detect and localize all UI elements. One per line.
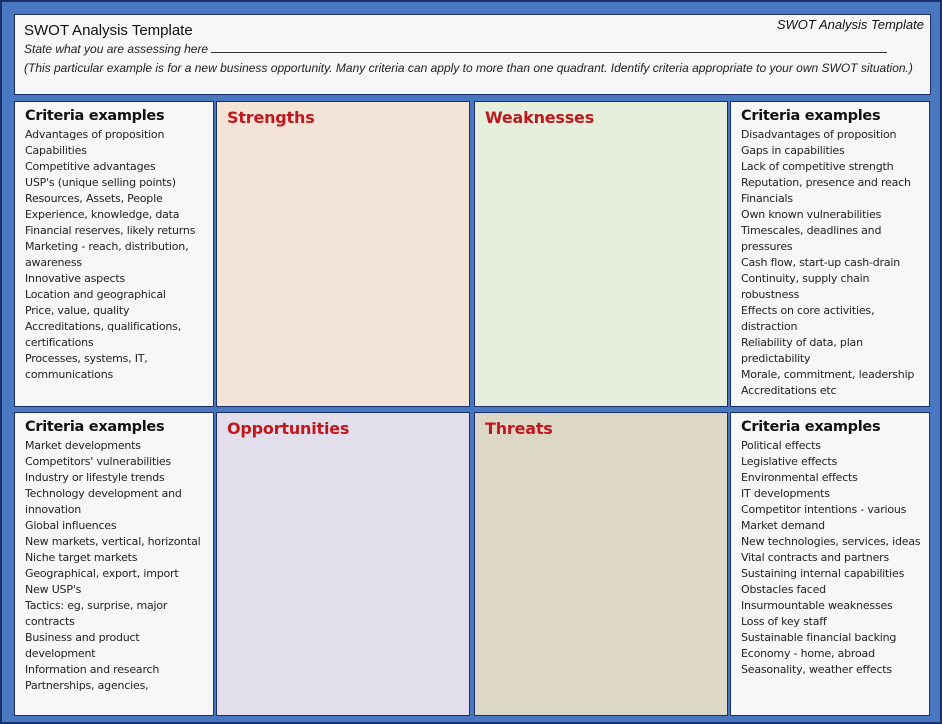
criteria-item: Sustaining internal capabilities — [741, 567, 905, 580]
criteria-item: Insurmountable weaknesses — [741, 599, 893, 612]
criteria-item: development — [25, 647, 96, 660]
criteria-heading: Criteria examples — [741, 108, 881, 124]
criteria-item: Advantages of proposition — [25, 128, 165, 141]
criteria-item: Competitor intentions - various — [741, 503, 907, 516]
criteria-item: Processes, systems, IT, — [25, 352, 148, 365]
criteria-item: Vital contracts and partners — [741, 551, 890, 564]
criteria-item: Environmental effects — [741, 471, 858, 484]
criteria-item: Reputation, presence and reach — [741, 176, 911, 189]
criteria-weaknesses-panel — [730, 101, 930, 407]
criteria-item: Sustainable financial backing — [741, 631, 897, 644]
criteria-list — [741, 438, 929, 678]
criteria-item: Innovative aspects — [25, 272, 126, 285]
criteria-item: Capabilities — [25, 144, 87, 157]
criteria-item: New USP's — [25, 583, 82, 596]
page-title: SWOT Analysis Template — [24, 22, 193, 39]
criteria-item: Own known vulnerabilities — [741, 208, 882, 221]
criteria-item: certifications — [25, 336, 94, 349]
criteria-item: Cash flow, start-up cash-drain — [741, 256, 901, 269]
criteria-item: Obstacles faced — [741, 583, 826, 596]
criteria-item: communications — [25, 368, 113, 381]
criteria-item: Accreditations etc — [741, 384, 837, 397]
criteria-item: pressures — [741, 240, 793, 253]
criteria-item: Industry or lifestyle trends — [25, 471, 165, 484]
criteria-item: Marketing - reach, distribution, — [25, 240, 189, 253]
criteria-item: Market developments — [25, 439, 141, 452]
criteria-item: Disadvantages of proposition — [741, 128, 897, 141]
criteria-item: Political effects — [741, 439, 821, 452]
criteria-item: Competitive advantages — [25, 160, 156, 173]
criteria-item: Tactics: eg, surprise, major — [25, 599, 168, 612]
criteria-list — [25, 127, 213, 383]
criteria-item: Financial reserves, likely returns — [25, 224, 196, 237]
instructions-note: (This particular example is for a new business opportunity. Many criteria can apply to more than one quadrant. Identify criteria appropriate to your own SWOT situation.) — [24, 61, 913, 75]
criteria-item: predictability — [741, 352, 811, 365]
criteria-item: contracts — [25, 615, 75, 628]
assessing-blank-field[interactable] — [211, 42, 887, 53]
strengths-quadrant[interactable] — [216, 101, 470, 407]
criteria-item: Geographical, export, import — [25, 567, 179, 580]
criteria-item: Timescales, deadlines and — [741, 224, 882, 237]
criteria-item: Experience, knowledge, data — [25, 208, 180, 221]
criteria-item: Loss of key staff — [741, 615, 827, 628]
criteria-item: distraction — [741, 320, 798, 333]
header-panel — [14, 14, 931, 95]
criteria-item: Market demand — [741, 519, 825, 532]
criteria-item: New markets, vertical, horizontal — [25, 535, 201, 548]
criteria-threats-panel — [730, 412, 930, 716]
opportunities-quadrant[interactable] — [216, 412, 470, 716]
criteria-heading: Criteria examples — [25, 419, 165, 435]
criteria-strengths-panel — [14, 101, 214, 407]
opportunities-heading: Opportunities — [227, 419, 350, 438]
criteria-item: Reliability of data, plan — [741, 336, 863, 349]
criteria-item: Global influences — [25, 519, 117, 532]
corner-title: SWOT Analysis Template — [776, 17, 924, 32]
criteria-item: Morale, commitment, leadership — [741, 368, 915, 381]
criteria-heading: Criteria examples — [25, 108, 165, 124]
threats-quadrant[interactable] — [474, 412, 728, 716]
weaknesses-heading: Weaknesses — [485, 108, 595, 127]
criteria-opportunities-panel — [14, 412, 214, 716]
criteria-item: Continuity, supply chain — [741, 272, 870, 285]
assessing-line — [24, 42, 887, 56]
criteria-item: Effects on core activities, — [741, 304, 875, 317]
criteria-item: Accreditations, qualifications, — [25, 320, 181, 333]
criteria-item: robustness — [741, 288, 800, 301]
criteria-item: Competitors' vulnerabilities — [25, 455, 172, 468]
criteria-item: Location and geographical — [25, 288, 166, 301]
criteria-item: New technologies, services, ideas — [741, 535, 921, 548]
criteria-item: awareness — [25, 256, 82, 269]
criteria-item: Partnerships, agencies, — [25, 679, 149, 692]
criteria-item: Information and research — [25, 663, 160, 676]
strengths-heading: Strengths — [227, 108, 315, 127]
criteria-list — [741, 127, 929, 399]
assessing-label: State what you are assessing here — [24, 42, 209, 56]
criteria-item: Gaps in capabilities — [741, 144, 845, 157]
criteria-list — [25, 438, 213, 694]
criteria-item: IT developments — [741, 487, 830, 500]
criteria-item: Lack of competitive strength — [741, 160, 894, 173]
criteria-item: Resources, Assets, People — [25, 192, 163, 205]
criteria-item: USP's (unique selling points) — [25, 176, 176, 189]
criteria-item: Price, value, quality — [25, 304, 130, 317]
criteria-item: Seasonality, weather effects — [741, 663, 892, 676]
criteria-item: Economy - home, abroad — [741, 647, 875, 660]
criteria-item: innovation — [25, 503, 82, 516]
weaknesses-quadrant[interactable] — [474, 101, 728, 407]
criteria-item: Niche target markets — [25, 551, 138, 564]
criteria-heading: Criteria examples — [741, 419, 881, 435]
criteria-item: Business and product — [25, 631, 140, 644]
criteria-item: Financials — [741, 192, 793, 205]
criteria-item: Technology development and — [25, 487, 182, 500]
criteria-item: Legislative effects — [741, 455, 837, 468]
threats-heading: Threats — [485, 419, 553, 438]
